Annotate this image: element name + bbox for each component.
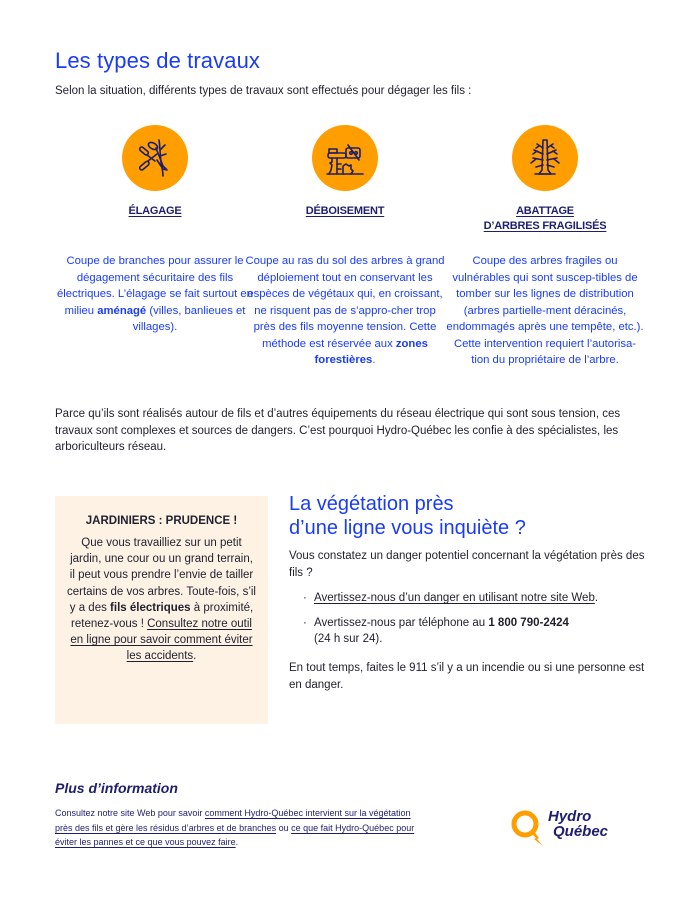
title-line: La végétation près (289, 493, 454, 515)
work-type-description (245, 253, 445, 369)
outage-prevention-link[interactable]: ce que fait Hydro-Québec pour éviter les pannes et ce que vous pouvez faire (55, 822, 415, 847)
desc-text: (villes, banlieues et villages). (132, 304, 246, 333)
desc-emphasis: zones forestières (314, 337, 428, 366)
work-type-description (445, 253, 645, 369)
more-info-text (55, 806, 415, 850)
desc-emphasis: aménagé (97, 304, 147, 317)
callout-body (67, 535, 257, 665)
callout-text: à proximité, retenez-vous ! (71, 601, 254, 631)
hydro-quebec-q-icon (510, 808, 550, 848)
list-item (289, 615, 649, 647)
work-type-clearing (245, 125, 445, 366)
page-title: Les types de travaux (55, 48, 261, 73)
report-web-link[interactable]: Avertissez-nous d’un danger en utilisant notre site Web (314, 592, 595, 604)
callout-text: . (193, 650, 197, 663)
list-text: (24 h sur 24). (314, 633, 383, 645)
list-text: Avertissez-nous par téléphone au (314, 617, 489, 629)
list-text: . (594, 592, 599, 604)
work-type-description (55, 253, 255, 336)
list-item (289, 590, 649, 606)
intro-text: Selon la situation, différents types de travaux sont effectués pour dégager les fils : (55, 85, 472, 97)
more-info-title: Plus d’information (55, 780, 178, 796)
work-type-title-link[interactable]: ÉLAGAGE (128, 205, 182, 217)
title-line: d’une ligne vous inquiète ? (289, 517, 526, 539)
callout-title: JARDINIERS : PRUDENCE ! (85, 515, 238, 527)
hydro-quebec-logo (510, 808, 640, 848)
desc-text: . (372, 354, 376, 366)
gardeners-callout (55, 496, 268, 724)
bullet-icon: · (303, 617, 307, 629)
emergency-note: En tout temps, faites le 911 s’il y a un incendie ou si une personne est en danger. (289, 662, 645, 691)
more-info-plain: . (235, 837, 239, 847)
work-type-pruning (55, 125, 255, 333)
callout-text: Que vous travailliez sur un petit jardin, une cour ou un grand terrain, il peut vous prendre l’envie de tailler certains de vos arbres. Toute-fois, s’il y a des (67, 537, 256, 614)
logo-line: Hydro (548, 808, 592, 825)
callout-emphasis: fils électriques (110, 601, 191, 614)
desc-text: Coupe au ras du sol des arbres à grand déploiement tout en conservant les espèces de végétaux qui, en croissant, ne risquent pas de s’appro-cher trop près des fils moyenne tension. Cette méthode est réservée aux (245, 255, 445, 350)
title-line: D’ARBRES FRAGILISÉS (483, 220, 607, 232)
pruning-shears-icon (122, 125, 188, 191)
bullet-icon: · (303, 592, 307, 604)
logo-wordmark (548, 809, 608, 839)
chainsaw-stump-icon (312, 125, 378, 191)
online-tool-link[interactable]: Consultez notre outil en ligne pour savoir comment éviter les accidents (70, 618, 253, 663)
more-info-plain: Consultez notre site Web pour savoir (55, 808, 205, 818)
concern-intro: Vous constatez un danger potentiel concernant la végétation près des fils ? (289, 550, 645, 579)
work-type-title-link[interactable]: DÉBOISEMENT (305, 205, 385, 217)
desc-text: Coupe des arbres fragiles ou vulnérables qui sont suscep-tibles de tomber sur les lignes de distribution (arbres partielle-ment déracinés, endommagés après une tempête, etc.). Cette intervention requiert l’autorisa-tion du propriétaire de l’arbre. (446, 255, 644, 366)
work-type-felling (445, 125, 645, 366)
work-type-title-link[interactable] (445, 204, 645, 234)
phone-number: 1 800 790-2424 (488, 617, 569, 629)
report-options-list (289, 590, 649, 656)
risk-paragraph: Parce qu’ils sont réalisés autour de fils et d’autres équipements du réseau électrique qui sont sous tension, ces travaux sont complexes et sources de dangers. C’est pourquoi Hydro-Québec les confie à des spécialistes, les arboriculteurs réseau. (55, 408, 621, 453)
more-info-plain: ou (276, 822, 292, 833)
desc-text: Coupe de branches pour assurer le dégagement sécuritaire des fils électriques. L’élagage se fait surtout en milieu (57, 255, 253, 317)
vegetation-management-link[interactable]: comment Hydro-Québec intervient sur la végétation près des fils et gère les résidus d’arbres et de branches (55, 808, 411, 833)
title-line: ABATTAGE (516, 205, 574, 217)
bare-tree-icon (512, 125, 578, 191)
concern-title (289, 492, 526, 540)
logo-line: Québec (553, 823, 609, 840)
